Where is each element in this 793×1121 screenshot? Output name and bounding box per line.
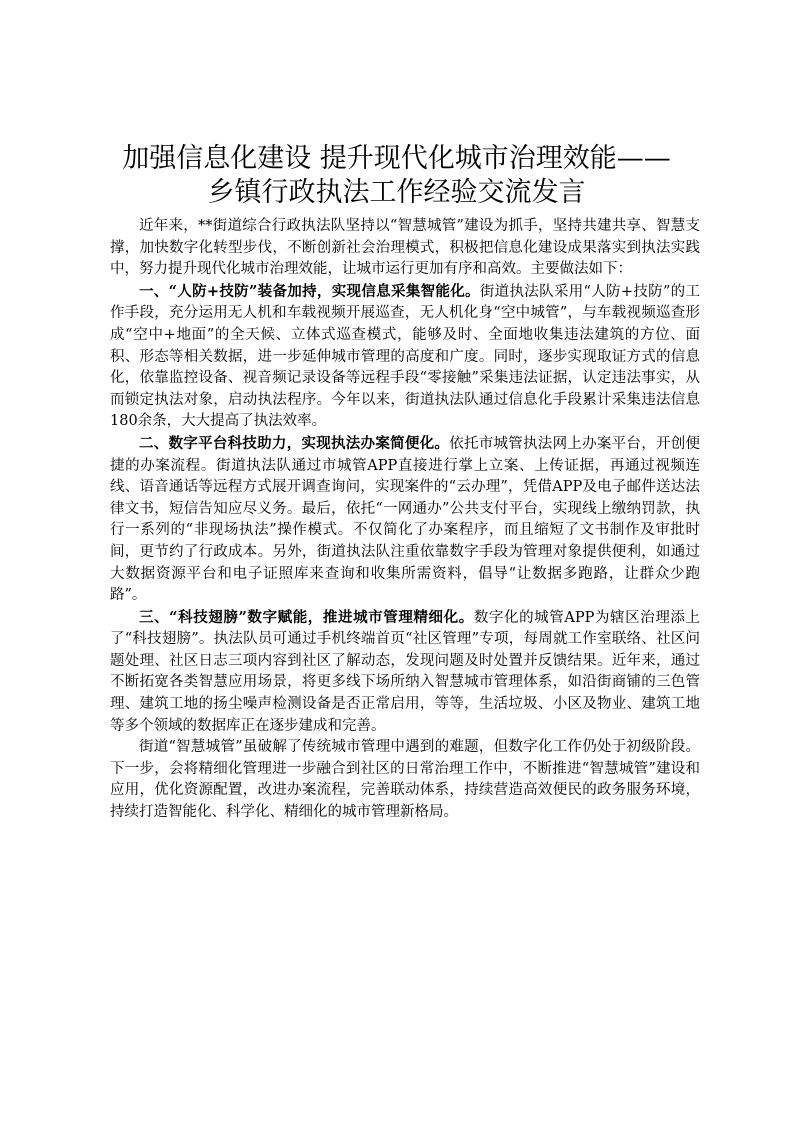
section-paragraph-3	[110, 607, 700, 738]
section-text-3: 数字化的城管APP为辖区治理添上了“科技翅膀”。执法队员可通过手机终端首页“社区管理”专项，每周就工作室联络、社区问题处理、社区日志三项内容到社区了解动态，发现问题及时处置并反馈结果。近年来，通过不断拓宽各类智慧应用场景，将更多线下场所纳入智慧城市管理体系，如沿街商铺的三色管理、建筑工地的扬尘噪声检测设备是否正常启用，等等，生活垃圾、小区及物业、建筑工地等多个领域的数据库正在逐步建成和完善。	[110, 609, 700, 734]
section-text-1: 街道执法队采用“人防+技防”的工作手段，充分运用无人机和车载视频开展巡查，无人机化身“空中城管”，与车载视频巡查形成“空中+地面”的全天候、立体式巡查模式，能够及时、全面地收集违法建筑的方位、面积、形态等相关数据，进一步延伸城市管理的高度和广度。同时，逐步实现取证方式的信息化，依靠监控设备、视音频记录设备等远程手段“零接触”采集违法证据，认定违法事实，从而锁定执法对象，启动执法程序。今年以来，街道执法队通过信息化手段累计采集违法信息180余条，大大提高了执法效率。	[110, 283, 700, 430]
intro-paragraph: 近年来，**街道综合行政执法队坚持以“智慧城管”建设为抓手，坚持共建共享、智慧支撑，加快数字化转型步伐，不断创新社会治理模式，积极把信息化建设成果落实到执法实践中，努力提升现代化城市治理效能，让城市运行更加有序和高效。主要做法如下：	[110, 218, 700, 278]
section-paragraph-2	[110, 433, 700, 607]
section-heading-2: 二、数字平台科技助力，实现执法办案简便化。	[139, 434, 450, 452]
document-title: 加强信息化建设 提升现代化城市治理效能——乡镇行政执法工作经验交流发言	[122, 143, 671, 208]
section-paragraph-1	[110, 281, 700, 433]
section-text-2: 依托市城管执法网上办案平台，开创便捷的办案流程。街道执法队通过市城管APP直接进行掌上立案、上传证据，再通过视频连线、语音通话等远程方式展开调查询问，实现案件的“云办理”，凭借APP及电子邮件送达法律文书，短信告知应尽义务。最后，依托“一网通办”公共支付平台，实现线上缴纳罚款，执行一系列的“非现场执法”操作模式。不仅简化了办案程序，而且缩短了文书制作及审批时间，更节约了行政成本。另外，街道执法队注重依靠数字手段为管理对象提供便利，如通过大数据资源平台和电子证照库来查询和收集所需资料，倡导“让数据多跑路，让群众少跑路”。	[110, 435, 701, 604]
section-heading-1: 一、“人防+技防”装备加持，实现信息采集智能化。	[139, 282, 480, 300]
section-heading-3: 三、“科技翅膀”数字赋能，推进城市管理精细化。	[139, 608, 474, 626]
conclusion-paragraph: 街道“智慧城管”虽破解了传统城市管理中遇到的难题，但数字化工作仍处于初级阶段。下一步，会将精细化管理进一步融合到社区的日常治理工作中，不断推进“智慧城管”建设和应用，优化资源配置，改进办案流程，完善联动体系，持续营造高效便民的政务服务环境，持续打造智能化、科学化、精细化的城市管理新格局。	[110, 739, 700, 821]
document-body	[110, 216, 700, 824]
